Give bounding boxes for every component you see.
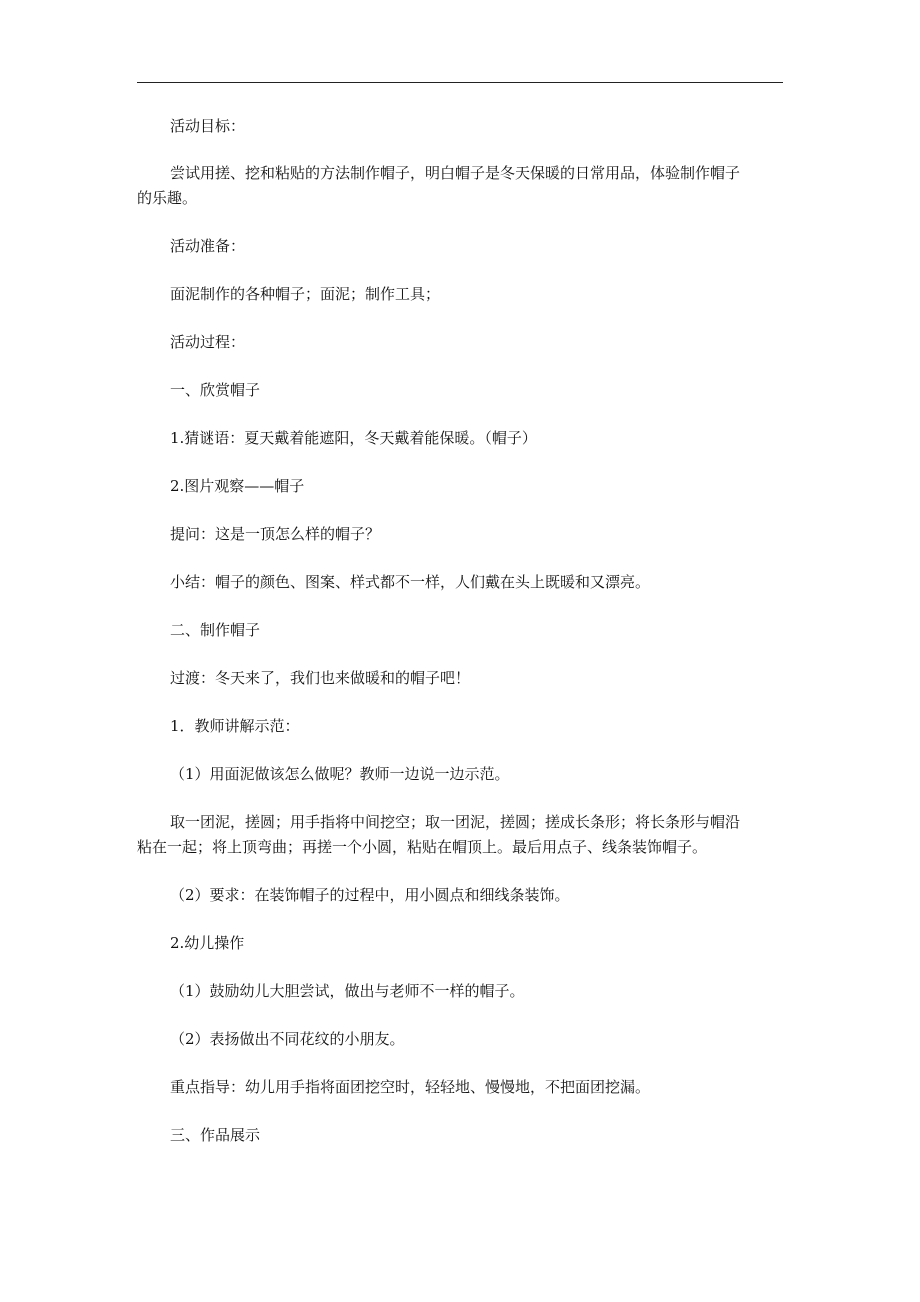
summary-line: 小结：帽子的颜色、图案、样式都不一样，人们戴在头上既暖和又漂亮。 [170,573,651,591]
operate-step-1: （1）鼓励幼儿大胆尝试，做出与老师不一样的帽子。 [170,982,525,1000]
goal-body-line-2: 的乐趣。 [137,189,198,207]
steps-line-2: 粘在一起；将上顶弯曲；再搓一个小圆，粘贴在帽顶上。最后用点子、线条装饰帽子。 [137,838,708,856]
prep-heading: 活动准备： [170,237,246,255]
operate-step-2: （2）表扬做出不同花纹的小朋友。 [170,1030,405,1048]
riddle-line: 1.猜谜语：夏天戴着能遮阳，冬天戴着能保暖。（帽子） [170,429,537,447]
steps-line-1: 取一团泥，搓圆；用手指将中间挖空；取一团泥，搓圆；搓成长条形；将长条形与帽沿 [170,813,741,831]
key-guidance-line: 重点指导：幼儿用手指将面团挖空时，轻轻地、慢慢地，不把面团挖漏。 [170,1078,651,1096]
child-operate-heading: 2.幼儿操作 [170,934,245,952]
section-heading-3: 三、作品展示 [170,1126,261,1144]
teacher-demo-heading: 1．教师讲解示范： [170,717,300,735]
question-line: 提问：这是一顶怎么样的帽子？ [170,525,381,543]
section-heading-1: 一、欣赏帽子 [170,381,261,399]
section-heading-2: 二、制作帽子 [170,621,261,639]
demo-step-1: （1）用面泥做该怎么做呢？教师一边说一边示范。 [170,765,510,783]
goal-body-line-1: 尝试用搓、挖和粘贴的方法制作帽子，明白帽子是冬天保暖的日常用品，体验制作帽子 [170,164,741,182]
picture-observe-line: 2.图片观察——帽子 [170,477,305,495]
demo-step-2: （2）要求：在装饰帽子的过程中，用小圆点和细线条装饰。 [170,886,570,904]
process-heading: 活动过程： [170,333,246,351]
header-rule [137,82,783,83]
transition-line: 过渡：冬天来了，我们也来做暖和的帽子吧！ [170,669,471,687]
goal-heading: 活动目标： [170,117,246,135]
prep-body: 面泥制作的各种帽子；面泥；制作工具； [170,285,441,303]
